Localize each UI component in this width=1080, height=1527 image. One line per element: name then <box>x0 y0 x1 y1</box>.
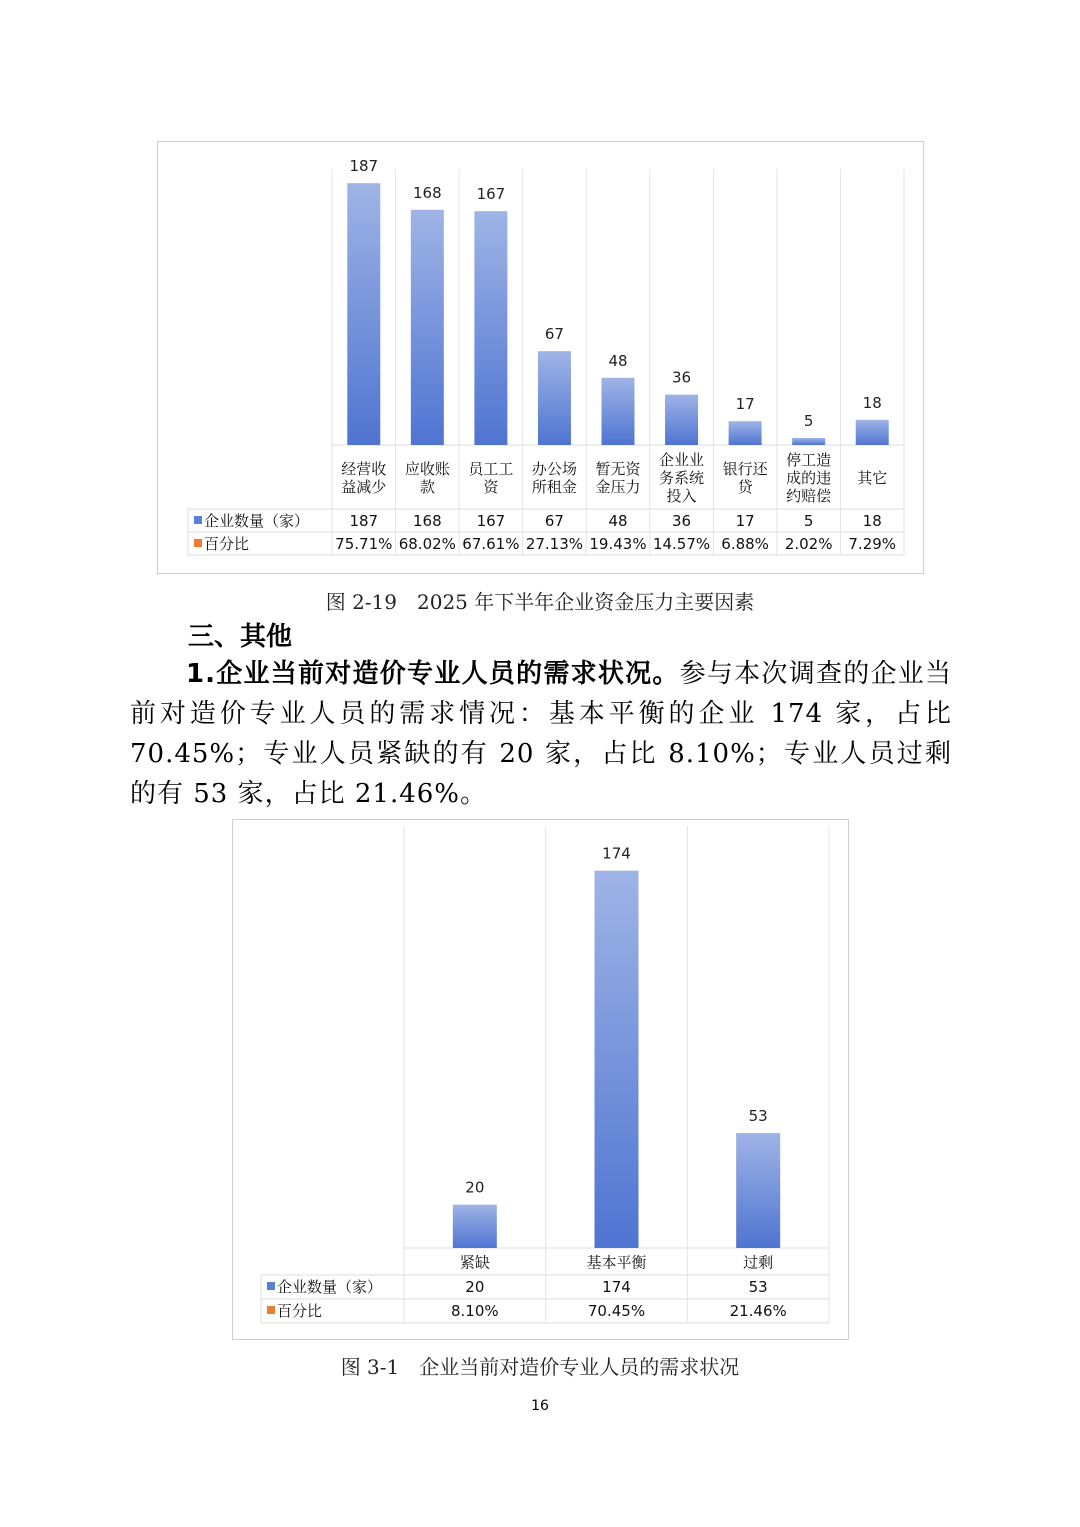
category-label: 贷 <box>737 478 753 496</box>
paragraph-lead: 1.企业当前对造价专业人员的需求状况。 <box>186 659 680 689</box>
table-percent-cell: 75.71% <box>335 535 393 553</box>
bar-demand-2 <box>736 1133 780 1248</box>
category-label: 益减少 <box>341 478 387 496</box>
bar-value-label: 187 <box>349 157 379 176</box>
table-count-cell: 168 <box>413 512 442 530</box>
body-paragraph <box>130 654 952 814</box>
section-heading: 三、其他 <box>188 622 293 652</box>
bar-value-label: 174 <box>602 844 631 863</box>
table-count-cell: 18 <box>862 512 882 530</box>
bar-pressure-6 <box>729 421 762 445</box>
category-label: 员工工 <box>468 460 514 478</box>
table-percent-cell: 68.02% <box>398 535 456 553</box>
table-percent-cell: 70.45% <box>587 1302 646 1320</box>
legend-key-count <box>194 516 202 524</box>
legend-label-percent: 百分比 <box>277 1302 323 1320</box>
figure-caption-2-19: 图 2-19 2025 年下半年企业资金压力主要因素 <box>325 590 755 614</box>
category-label: 款 <box>419 478 435 496</box>
bar-pressure-8 <box>856 420 889 445</box>
table-percent-cell: 27.13% <box>525 535 584 553</box>
category-label: 基本平衡 <box>586 1253 647 1272</box>
figure-caption-3-1: 图 3-1 企业当前对造价专业人员的需求状况 <box>340 1355 740 1379</box>
table-percent-cell: 6.88% <box>721 535 769 553</box>
bar-value-label: 67 <box>544 325 564 344</box>
category-label: 紧缺 <box>459 1253 490 1272</box>
category-label: 投入 <box>666 487 697 505</box>
bar-value-label: 5 <box>803 412 814 430</box>
bar-pressure-4 <box>602 378 635 445</box>
table-count-cell: 48 <box>608 512 628 530</box>
category-label: 停工造 <box>786 451 832 469</box>
table-percent-cell: 7.29% <box>848 535 897 553</box>
category-label: 务系统 <box>659 469 705 487</box>
page-number: 16 <box>531 1398 549 1414</box>
category-label: 应收账 <box>404 460 450 478</box>
table-percent-cell: 2.02% <box>784 535 833 553</box>
bar-pressure-3 <box>538 351 571 445</box>
table-percent-cell: 21.46% <box>729 1302 787 1320</box>
bar-pressure-2 <box>474 211 507 445</box>
category-label: 所租金 <box>531 478 577 496</box>
bar-value-label: 36 <box>672 368 692 387</box>
bar-demand-1 <box>595 871 639 1248</box>
category-label: 金压力 <box>595 478 641 496</box>
category-label: 约赔偿 <box>786 487 832 505</box>
chart-capital-pressure <box>157 141 924 574</box>
category-label: 资 <box>483 478 499 496</box>
bar-value-label: 18 <box>862 393 882 412</box>
bar-value-label: 168 <box>413 183 442 202</box>
bar-value-label: 48 <box>608 351 628 370</box>
category-label: 过剩 <box>743 1253 774 1272</box>
bar-value-label: 17 <box>735 395 755 414</box>
category-label: 银行还 <box>722 460 768 478</box>
bar-pressure-1 <box>411 210 444 445</box>
bar-pressure-7 <box>792 438 825 445</box>
table-count-cell: 36 <box>672 512 692 530</box>
paragraph-body: 参与本次调查的企业当前对造价专业人员的需求情况：基本平衡的企业 174 家，占比 70.45%；专业人员紧缺的有 20 家，占比 8.10%；专业人员过剩的有 53 家，占比 21.46%。 <box>130 659 952 809</box>
bar-pressure-0 <box>347 183 380 445</box>
table-percent-cell: 8.10% <box>451 1302 499 1320</box>
table-percent-cell: 67.61% <box>462 535 520 553</box>
table-count-cell: 5 <box>803 512 814 530</box>
bar-value-label: 167 <box>476 185 506 204</box>
category-label: 成的违 <box>786 469 832 487</box>
category-label: 暂无资 <box>595 460 641 478</box>
bar-demand-0 <box>453 1205 497 1248</box>
legend-label-count: 企业数量（家） <box>277 1278 383 1296</box>
table-count-cell: 20 <box>465 1278 485 1296</box>
bar-pressure-5 <box>665 395 698 445</box>
table-count-cell: 17 <box>735 512 755 530</box>
chart-staff-demand-svg <box>233 820 848 1339</box>
table-count-cell: 174 <box>602 1278 631 1296</box>
legend-label-count: 企业数量（家） <box>204 512 310 530</box>
legend-key-count <box>267 1282 275 1290</box>
legend-key-percent <box>267 1306 275 1314</box>
chart-staff-demand <box>232 819 849 1340</box>
bar-value-label: 20 <box>465 1178 485 1197</box>
table-count-cell: 167 <box>476 512 506 530</box>
table-count-cell: 67 <box>544 512 564 530</box>
legend-label-percent: 百分比 <box>204 535 250 553</box>
bar-value-label: 53 <box>748 1107 768 1126</box>
category-label: 企业业 <box>659 451 705 469</box>
table-count-cell: 53 <box>748 1278 768 1296</box>
category-label: 其它 <box>857 469 888 487</box>
chart-capital-pressure-svg <box>158 142 923 573</box>
table-percent-cell: 19.43% <box>589 535 647 553</box>
table-count-cell: 187 <box>349 512 379 530</box>
category-label: 经营收 <box>341 460 387 478</box>
category-label: 办公场 <box>531 460 577 478</box>
table-percent-cell: 14.57% <box>652 535 711 553</box>
legend-key-percent <box>194 539 202 547</box>
